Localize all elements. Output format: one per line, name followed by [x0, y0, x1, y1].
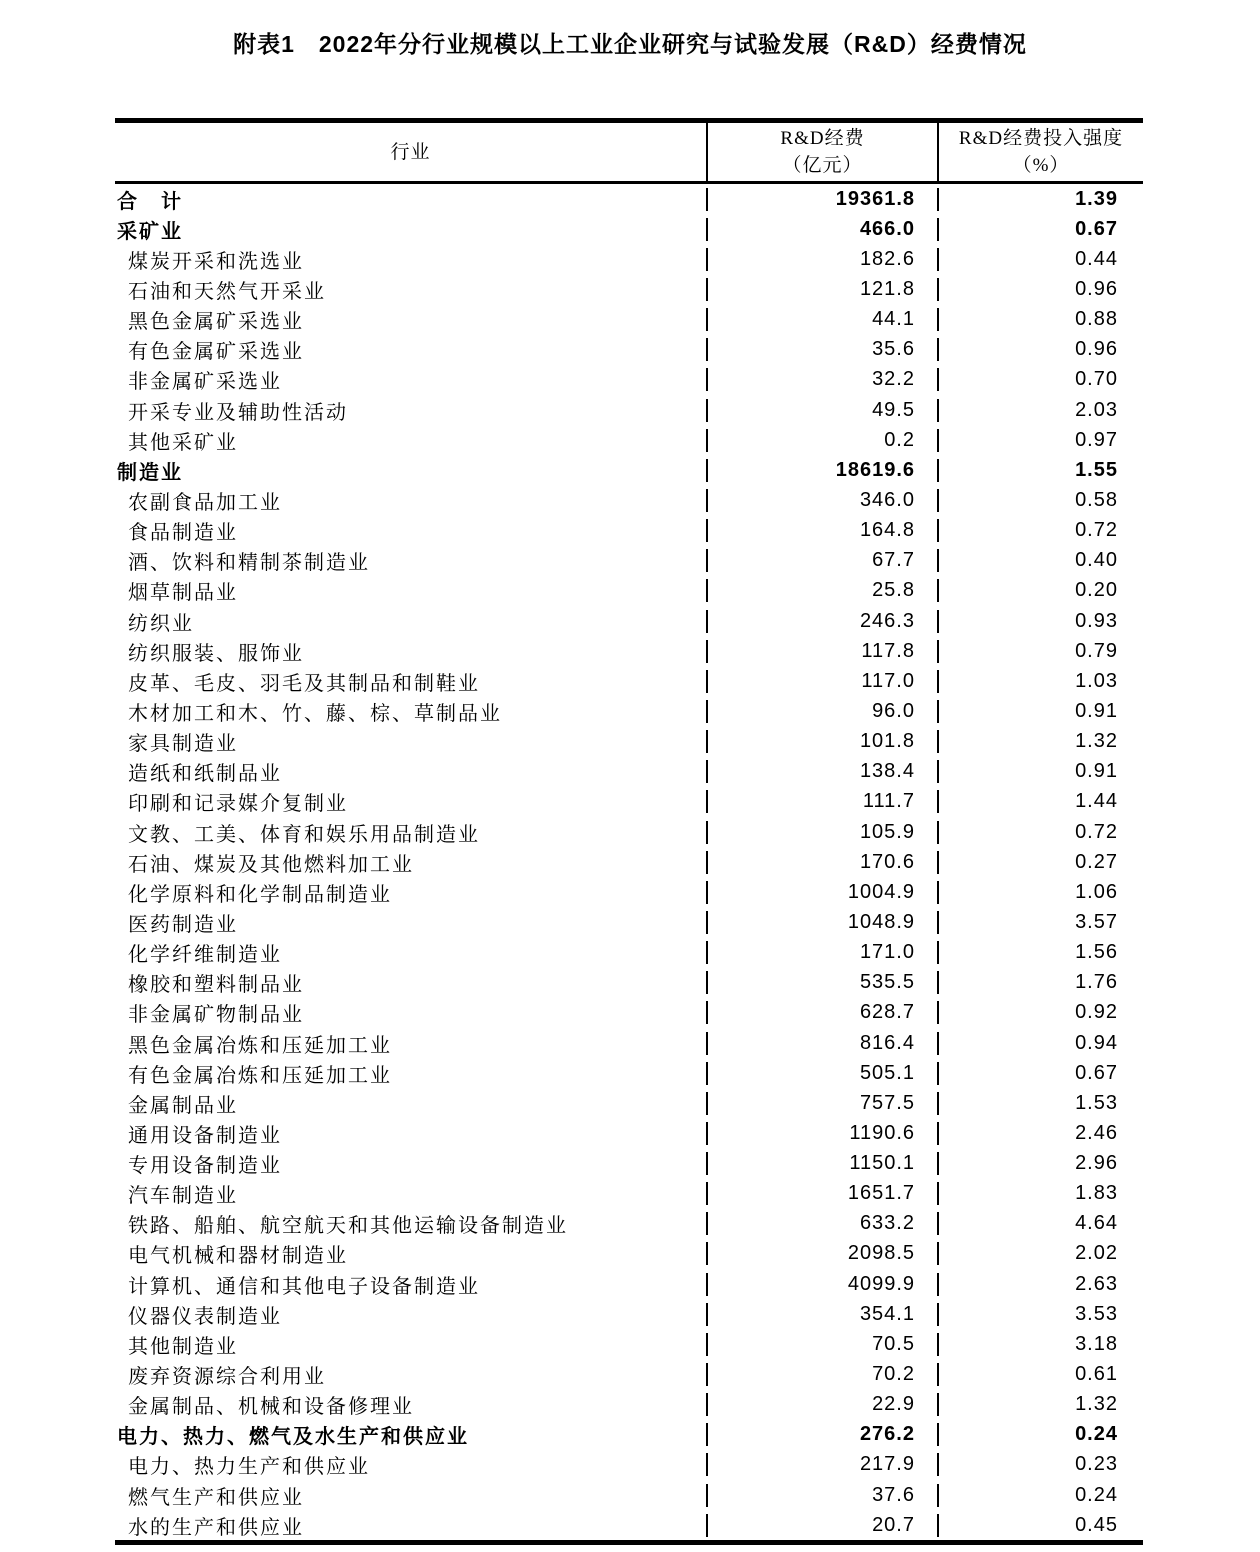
- rd-intensity-value: 1.39: [937, 188, 1143, 211]
- table-row: [115, 1209, 1143, 1239]
- rd-intensity-value: 1.55: [937, 459, 1143, 482]
- table-row: [115, 787, 1143, 817]
- rd-funds-value: 121.8: [706, 278, 937, 301]
- rd-funds-value: 2098.5: [706, 1242, 937, 1265]
- rd-funds-value: 32.2: [706, 368, 937, 391]
- rd-intensity-value: 0.97: [937, 429, 1143, 452]
- industry-name: 汽车制造业: [128, 1185, 238, 1208]
- rd-intensity-header-line1: R&D经费投入强度: [958, 128, 1124, 149]
- rd-intensity-value: 0.24: [937, 1423, 1143, 1446]
- table-row: [115, 365, 1143, 395]
- table-row: [115, 1028, 1143, 1058]
- rd-expenditure-table: [115, 118, 1143, 1545]
- rd-intensity-value: 1.76: [937, 971, 1143, 994]
- table-row: [115, 1450, 1143, 1480]
- industry-name: 开采专业及辅助性活动: [128, 401, 348, 424]
- rd-intensity-value: 0.72: [937, 519, 1143, 542]
- industry-name: 黑色金属矿采选业: [128, 311, 304, 334]
- rd-intensity-value: 3.18: [937, 1333, 1143, 1356]
- industry-name: 石油和天然气开采业: [128, 280, 326, 303]
- rd-funds-value: 505.1: [706, 1062, 937, 1085]
- industry-name: 造纸和纸制品业: [128, 763, 282, 786]
- industry-name: 电力、热力生产和供应业: [128, 1456, 370, 1479]
- rd-intensity-value: 0.23: [937, 1453, 1143, 1476]
- column-header-industry: [115, 123, 706, 181]
- table-row: [115, 546, 1143, 576]
- rd-intensity-value: 0.79: [937, 640, 1143, 663]
- table-row: [115, 938, 1143, 968]
- rd-intensity-value: 0.40: [937, 549, 1143, 572]
- rd-funds-value: 1190.6: [706, 1122, 937, 1145]
- table-row: [115, 425, 1143, 455]
- industry-name: 非金属矿采选业: [128, 371, 282, 394]
- rd-funds-value: 346.0: [706, 489, 937, 512]
- table-row: [115, 606, 1143, 636]
- rd-intensity-value: 2.02: [937, 1242, 1143, 1265]
- table-row: [115, 305, 1143, 335]
- table-row: [115, 1299, 1143, 1329]
- rd-funds-value: 1004.9: [706, 881, 937, 904]
- table-row: [115, 516, 1143, 546]
- rd-funds-value: 70.5: [706, 1333, 937, 1356]
- rd-intensity-value: 1.53: [937, 1092, 1143, 1115]
- rd-funds-value: 20.7: [706, 1514, 937, 1537]
- rd-intensity-value: 0.94: [937, 1032, 1143, 1055]
- column-header-rd-funds: [706, 123, 937, 181]
- table-row: [115, 1149, 1143, 1179]
- rd-intensity-value: 0.45: [937, 1514, 1143, 1537]
- industry-name: 橡胶和塑料制品业: [128, 974, 304, 997]
- rd-intensity-value: 0.20: [937, 579, 1143, 602]
- rd-intensity-value: 0.96: [937, 338, 1143, 361]
- table-row: [115, 1269, 1143, 1299]
- rd-intensity-value: 3.53: [937, 1303, 1143, 1326]
- rd-funds-value: 276.2: [706, 1423, 937, 1446]
- table-row: [115, 636, 1143, 666]
- industry-name: 制造业: [117, 461, 183, 484]
- industry-name: 医药制造业: [128, 913, 238, 936]
- rd-funds-value: 117.0: [706, 670, 937, 693]
- table-header-row: [115, 123, 1143, 184]
- table-row: [115, 1420, 1143, 1450]
- rd-funds-value: 1150.1: [706, 1152, 937, 1175]
- rd-intensity-value: 0.93: [937, 610, 1143, 633]
- rd-intensity-value: 0.70: [937, 368, 1143, 391]
- industry-name: 烟草制品业: [128, 582, 238, 605]
- table-row: [115, 907, 1143, 937]
- industry-name: 有色金属冶炼和压延加工业: [128, 1064, 392, 1087]
- table-row: [115, 696, 1143, 726]
- rd-intensity-value: 1.83: [937, 1182, 1143, 1205]
- rd-funds-value: 170.6: [706, 851, 937, 874]
- industry-name: 皮革、毛皮、羽毛及其制品和制鞋业: [128, 672, 480, 695]
- rd-funds-value: 138.4: [706, 760, 937, 783]
- table-row: [115, 244, 1143, 274]
- rd-intensity-value: 0.96: [937, 278, 1143, 301]
- industry-name: 食品制造业: [128, 522, 238, 545]
- column-header-rd-intensity: [937, 123, 1143, 181]
- rd-intensity-value: 0.67: [937, 1062, 1143, 1085]
- rd-funds-value: 0.2: [706, 429, 937, 452]
- rd-funds-value: 35.6: [706, 338, 937, 361]
- rd-funds-value: 117.8: [706, 640, 937, 663]
- table-row: [115, 335, 1143, 365]
- rd-intensity-value: 0.44: [937, 248, 1143, 271]
- rd-intensity-value: 1.32: [937, 730, 1143, 753]
- rd-intensity-value: 1.56: [937, 941, 1143, 964]
- rd-intensity-value: 1.32: [937, 1393, 1143, 1416]
- industry-name: 采矿业: [117, 220, 183, 243]
- rd-intensity-value: 0.91: [937, 700, 1143, 723]
- industry-name: 水的生产和供应业: [128, 1516, 304, 1539]
- rd-intensity-value: 1.44: [937, 790, 1143, 813]
- table-row: [115, 1480, 1143, 1510]
- rd-intensity-value: 1.06: [937, 881, 1143, 904]
- rd-funds-value: 4099.9: [706, 1273, 937, 1296]
- rd-funds-value: 217.9: [706, 1453, 937, 1476]
- industry-name: 合 计: [117, 190, 183, 213]
- industry-name: 金属制品业: [128, 1094, 238, 1117]
- table-row: [115, 666, 1143, 696]
- rd-funds-value: 535.5: [706, 971, 937, 994]
- table-row: [115, 1510, 1143, 1540]
- table-row: [115, 274, 1143, 304]
- rd-intensity-value: 0.58: [937, 489, 1143, 512]
- table-row: [115, 395, 1143, 425]
- table-row: [115, 1179, 1143, 1209]
- industry-name: 其他采矿业: [128, 431, 238, 454]
- industry-name: 家具制造业: [128, 733, 238, 756]
- table-row: [115, 1118, 1143, 1148]
- rd-funds-value: 49.5: [706, 399, 937, 422]
- industry-name: 其他制造业: [128, 1335, 238, 1358]
- rd-intensity-value: 2.96: [937, 1152, 1143, 1175]
- table-row: [115, 1088, 1143, 1118]
- table-row: [115, 877, 1143, 907]
- industry-name: 燃气生产和供应业: [128, 1486, 304, 1509]
- rd-funds-value: 816.4: [706, 1032, 937, 1055]
- rd-funds-value: 182.6: [706, 248, 937, 271]
- rd-intensity-value: 2.46: [937, 1122, 1143, 1145]
- rd-intensity-value: 0.88: [937, 308, 1143, 331]
- table-row: [115, 1058, 1143, 1088]
- rd-intensity-value: 0.24: [937, 1484, 1143, 1507]
- rd-intensity-value: 3.57: [937, 911, 1143, 934]
- table-row: [115, 1390, 1143, 1420]
- rd-intensity-value: 4.64: [937, 1212, 1143, 1235]
- rd-funds-value: 1651.7: [706, 1182, 937, 1205]
- industry-name: 木材加工和木、竹、藤、棕、草制品业: [128, 702, 502, 725]
- rd-intensity-value: 0.27: [937, 851, 1143, 874]
- rd-intensity-header-line2: （%）: [1012, 155, 1070, 176]
- table-row: [115, 1359, 1143, 1389]
- table-row: [115, 998, 1143, 1028]
- rd-intensity-value: 0.67: [937, 218, 1143, 241]
- rd-funds-value: 164.8: [706, 519, 937, 542]
- rd-intensity-value: 0.61: [937, 1363, 1143, 1386]
- table-row: [115, 576, 1143, 606]
- industry-name: 专用设备制造业: [128, 1155, 282, 1178]
- rd-funds-value: 628.7: [706, 1001, 937, 1024]
- rd-funds-value: 111.7: [706, 790, 937, 813]
- table-row: [115, 184, 1143, 214]
- industry-name: 有色金属矿采选业: [128, 341, 304, 364]
- rd-funds-header-line1: R&D经费: [780, 128, 865, 149]
- industry-name: 农副食品加工业: [128, 491, 282, 514]
- rd-funds-value: 1048.9: [706, 911, 937, 934]
- table-row: [115, 455, 1143, 485]
- rd-funds-value: 105.9: [706, 821, 937, 844]
- rd-funds-value: 37.6: [706, 1484, 937, 1507]
- rd-funds-value: 96.0: [706, 700, 937, 723]
- industry-name: 金属制品、机械和设备修理业: [128, 1396, 414, 1419]
- rd-funds-value: 44.1: [706, 308, 937, 331]
- rd-funds-value: 354.1: [706, 1303, 937, 1326]
- table-row: [115, 757, 1143, 787]
- table-row: [115, 847, 1143, 877]
- table-row: [115, 1239, 1143, 1269]
- industry-name: 化学纤维制造业: [128, 944, 282, 967]
- industry-name: 纺织业: [128, 612, 194, 635]
- industry-name: 石油、煤炭及其他燃料加工业: [128, 853, 414, 876]
- industry-name: 仪器仪表制造业: [128, 1305, 282, 1328]
- rd-funds-header-line2: （亿元）: [782, 155, 863, 176]
- table-row: [115, 817, 1143, 847]
- industry-name: 化学原料和化学制品制造业: [128, 883, 392, 906]
- industry-name: 文教、工美、体育和娱乐用品制造业: [128, 823, 480, 846]
- industry-name: 通用设备制造业: [128, 1124, 282, 1147]
- industry-name: 电力、热力、燃气及水生产和供应业: [117, 1426, 469, 1449]
- rd-intensity-value: 2.63: [937, 1273, 1143, 1296]
- rd-funds-value: 22.9: [706, 1393, 937, 1416]
- table-row: [115, 214, 1143, 244]
- rd-intensity-value: 0.91: [937, 760, 1143, 783]
- industry-name: 铁路、船舶、航空航天和其他运输设备制造业: [128, 1215, 568, 1238]
- industry-name: 酒、饮料和精制茶制造业: [128, 552, 370, 575]
- rd-intensity-value: 2.03: [937, 399, 1143, 422]
- rd-funds-value: 757.5: [706, 1092, 937, 1115]
- rd-funds-value: 171.0: [706, 941, 937, 964]
- rd-intensity-value: 1.03: [937, 670, 1143, 693]
- rd-funds-value: 633.2: [706, 1212, 937, 1235]
- rd-intensity-value: 0.72: [937, 821, 1143, 844]
- table-row: [115, 727, 1143, 757]
- industry-name: 印刷和记录媒介复制业: [128, 793, 348, 816]
- rd-funds-value: 19361.8: [706, 188, 937, 211]
- industry-name: 纺织服装、服饰业: [128, 642, 304, 665]
- rd-funds-value: 101.8: [706, 730, 937, 753]
- rd-funds-value: 67.7: [706, 549, 937, 572]
- industry-name: 废弃资源综合利用业: [128, 1366, 326, 1389]
- table-row: [115, 1329, 1143, 1359]
- industry-name: 非金属矿物制品业: [128, 1004, 304, 1027]
- table-row: [115, 485, 1143, 515]
- rd-funds-value: 70.2: [706, 1363, 937, 1386]
- industry-name: 计算机、通信和其他电子设备制造业: [128, 1275, 480, 1298]
- industry-header-label: 行业: [390, 141, 431, 163]
- rd-funds-value: 25.8: [706, 579, 937, 602]
- rd-intensity-value: 0.92: [937, 1001, 1143, 1024]
- rd-funds-value: 18619.6: [706, 459, 937, 482]
- industry-name: 煤炭开采和洗选业: [128, 250, 304, 273]
- industry-name: 电气机械和器材制造业: [128, 1245, 348, 1268]
- rd-funds-value: 466.0: [706, 218, 937, 241]
- page-title: 附表1 2022年分行业规模以上工业企业研究与试验发展（R&D）经费情况: [233, 31, 1027, 57]
- table-row: [115, 968, 1143, 998]
- industry-name: 黑色金属冶炼和压延加工业: [128, 1034, 392, 1057]
- rd-funds-value: 246.3: [706, 610, 937, 633]
